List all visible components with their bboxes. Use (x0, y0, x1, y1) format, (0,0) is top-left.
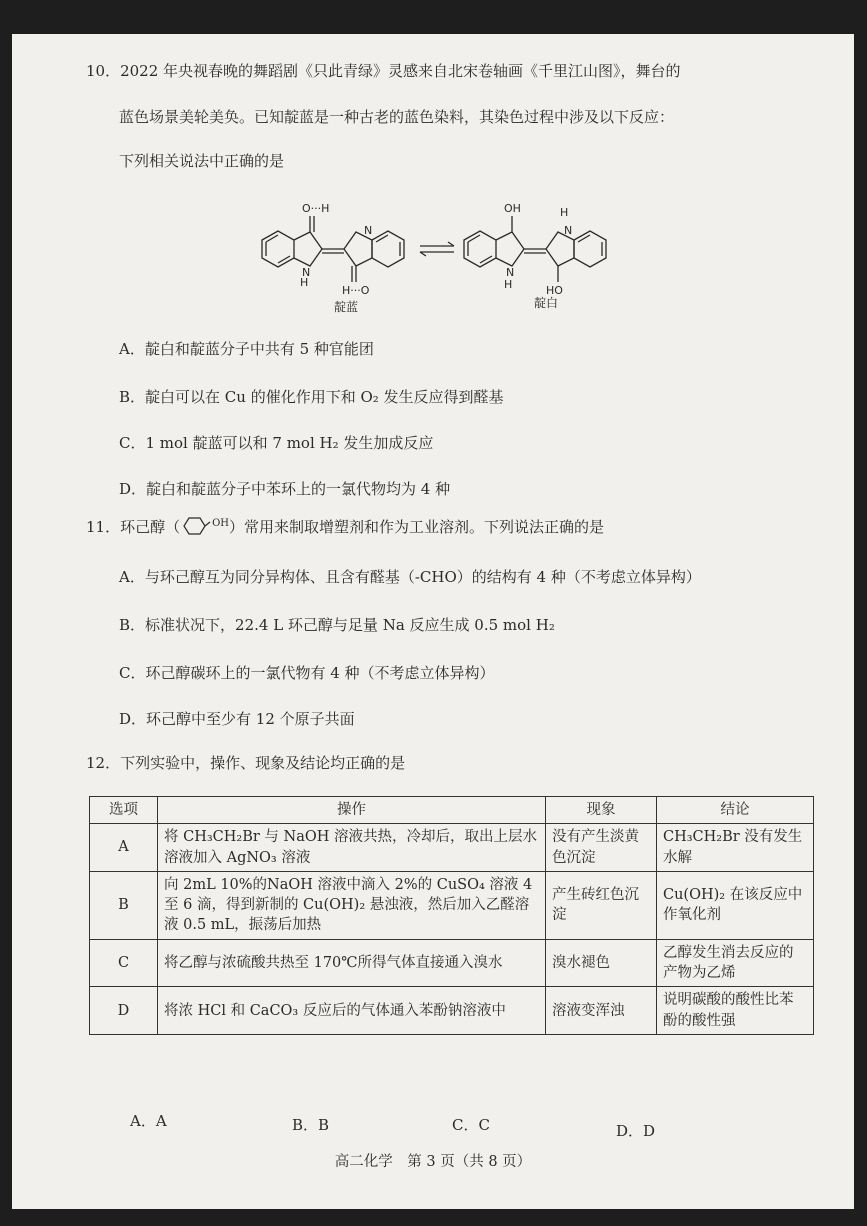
header-phenomenon: 现象 (546, 797, 657, 824)
row-phenomenon: 溶液变浑浊 (546, 987, 657, 1035)
row-conclusion: 乙醇发生消去反应的产物为乙烯 (657, 939, 814, 987)
row-option-id: B (90, 871, 158, 939)
q12-answer-d: D．D (616, 1122, 656, 1140)
mol-label: H (504, 278, 513, 291)
leuco-indigo-caption: 靛白 (534, 296, 559, 310)
mol-label: N (302, 266, 311, 279)
row-conclusion: Cu(OH)₂ 在该反应中作氧化剂 (657, 871, 814, 939)
q11-option-d: D．环己醇中至少有 12 个原子共面 (119, 710, 355, 728)
table-row (90, 824, 814, 872)
mol-label: N (564, 224, 573, 237)
table-row (90, 939, 814, 987)
mol-label: H (560, 206, 569, 219)
row-conclusion: CH₃CH₂Br 没有发生水解 (657, 824, 814, 872)
row-operation: 向 2mL 10%的NaOH 溶液中滴入 2%的 CuSO₄ 溶液 4 至 6 滴，得到新制的 Cu(OH)₂ 悬浊液，然后加入乙醛溶液 0.5 mL，振荡后加热 (158, 871, 546, 939)
header-conclusion: 结论 (657, 797, 814, 824)
indigo-reaction-scheme (242, 182, 642, 312)
row-option-id: D (90, 987, 158, 1035)
mol-label: HO (546, 284, 563, 297)
q12-stem: 12．下列实验中，操作、现象及结论均正确的是 (86, 754, 406, 772)
q12-answer-c: C．C (452, 1116, 490, 1134)
q10-stem-line3: 下列相关说法中正确的是 (119, 152, 285, 170)
mol-label: H (300, 276, 309, 289)
row-phenomenon: 产生砖红色沉淀 (546, 871, 657, 939)
q10-stem-line2: 蓝色场景美轮美奂。已知靛蓝是一种古老的蓝色染料，其染色过程中涉及以下反应： (119, 108, 675, 126)
row-operation: 将乙醇与浓硫酸共热至 170℃所得气体直接通入溴水 (158, 939, 546, 987)
table-header-row (90, 797, 814, 824)
table-row (90, 871, 814, 939)
row-operation: 将 CH₃CH₂Br 与 NaOH 溶液共热，冷却后，取出上层水溶液加入 AgNO₃ 溶液 (158, 824, 546, 872)
page-footer: 高二化学 第 3 页（共 8 页） (334, 1154, 532, 1170)
q12-experiment-table (89, 796, 814, 1035)
q11-stem (86, 516, 604, 537)
leuco-benzene-right (574, 231, 606, 267)
exam-page (12, 34, 854, 1209)
q10-option-b: B．靛白可以在 Cu 的催化作用下和 O₂ 发生反应得到醛基 (119, 388, 504, 406)
header-operation: 操作 (158, 797, 546, 824)
row-phenomenon: 没有产生淡黄色沉淀 (546, 824, 657, 872)
leuco-benzene-left (464, 231, 496, 267)
q11-stem-before: 11．环己醇（ (86, 518, 181, 536)
q10-option-d: D．靛白和靛蓝分子中苯环上的一氯代物均为 4 种 (119, 480, 451, 498)
q12-answer-a: A．A (130, 1112, 167, 1130)
table-row (90, 987, 814, 1035)
mol-label: N (506, 266, 515, 279)
mol-label: H···O (342, 284, 370, 297)
mol-label: OH (504, 202, 521, 215)
header-option: 选项 (90, 797, 158, 824)
q11-option-b: B．标准状况下，22.4 L 环己醇与足量 Na 反应生成 0.5 mol H₂ (119, 616, 555, 634)
mol-label: N (364, 224, 373, 237)
q10-option-a: A．靛白和靛蓝分子中共有 5 种官能团 (119, 340, 374, 358)
row-option-id: C (90, 939, 158, 987)
q11-oh-label: OH (212, 518, 230, 529)
row-operation: 将浓 HCl 和 CaCO₃ 反应后的气体通入苯酚钠溶液中 (158, 987, 546, 1035)
q10-option-c: C．1 mol 靛蓝可以和 7 mol H₂ 发生加成反应 (119, 434, 434, 452)
row-phenomenon: 溴水褪色 (546, 939, 657, 987)
row-conclusion: 说明碳酸的酸性比苯酚的酸性强 (657, 987, 814, 1035)
q11-option-c: C．环己醇碳环上的一氯代物有 4 种（不考虑立体异构） (119, 664, 495, 682)
row-option-id: A (90, 824, 158, 872)
indigo-benzene-left (262, 231, 294, 267)
indigo-caption: 靛蓝 (334, 300, 359, 314)
q11-stem-after: ）常用来制取增塑剂和作为工业溶剂。下列说法正确的是 (229, 518, 605, 536)
mol-label: O···H (302, 202, 330, 215)
q11-option-a: A．与环己醇互为同分异构体、且含有醛基（-CHO）的结构有 4 种（不考虑立体异构） (119, 568, 701, 586)
q10-stem-line1: 10．2022 年央视春晚的舞蹈剧《只此青绿》灵感来自北宋卷轴画《千里江山图》，舞台的 (86, 62, 681, 80)
q12-answer-b: B．B (292, 1116, 330, 1134)
indigo-benzene-right (372, 231, 404, 267)
